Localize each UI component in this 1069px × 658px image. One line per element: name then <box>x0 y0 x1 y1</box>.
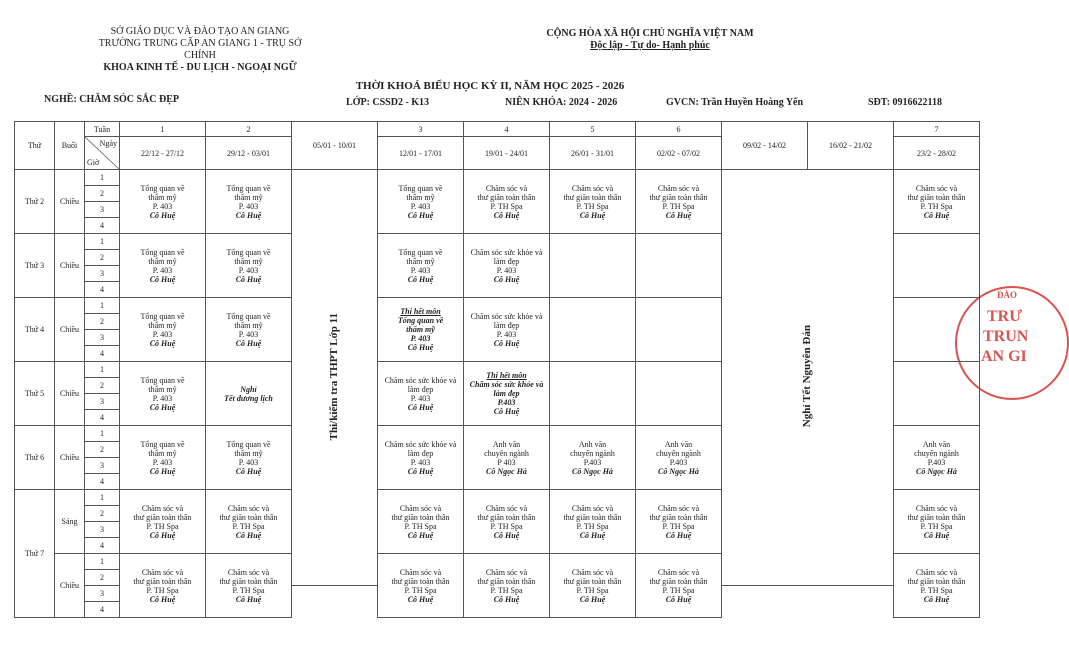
session-chieu: Chiều <box>55 426 85 490</box>
period: 3 <box>85 202 120 218</box>
week-4: 4 <box>464 122 550 137</box>
date-tet-2: 16/02 - 21/02 <box>808 122 894 170</box>
class-cell: Chăm sóc và thư giãn toàn thân P. TH Spa Cô Huệ <box>894 170 980 234</box>
school-stamp: TRƯ TRUN AN GI ĐÀO <box>955 286 1069 400</box>
class-cell: Tổng quan về thẩm mỹ P. 403 Cô Huệ <box>206 234 292 298</box>
th-ngay-gio: Ngày Giờ <box>85 137 120 170</box>
period: 1 <box>85 490 120 506</box>
phone-label: SĐT: 0916622118 <box>868 97 942 108</box>
class-cell: Chăm sóc và thư giãn toàn thân P. TH Spa Cô Huệ <box>120 554 206 618</box>
period: 1 <box>85 170 120 186</box>
major-label: NGHỀ: CHĂM SÓC SẮC ĐẸP <box>44 94 180 105</box>
class-cell: Chăm sóc và thư giãn toàn thân P. TH Spa Cô Huệ <box>206 490 292 554</box>
period: 1 <box>85 298 120 314</box>
period: 4 <box>85 474 120 490</box>
class-cell: Tổng quan về thẩm mỹ P. 403 Cô Huệ <box>120 234 206 298</box>
class-cell: Chăm sóc sức khỏe và làm đẹp P. 403 Cô Huệ <box>464 298 550 362</box>
dept-name: SỞ GIÁO DỤC VÀ ĐÀO TẠO AN GIANG <box>110 26 290 37</box>
holiday-cell: Nghỉ Tết dương lịch <box>206 362 292 426</box>
class-cell: Tổng quan về thẩm mỹ P. 403 Cô Huệ <box>378 170 464 234</box>
exam-cell: Thi hết môn Tổng quan về thẩm mỹ P. 403 Cô Huệ <box>378 298 464 362</box>
class-cell: Tổng quan về thẩm mỹ P. 403 Cô Huệ <box>120 170 206 234</box>
header-right <box>520 28 780 52</box>
page-title: THỜI KHOÁ BIỂU HỌC KỲ II, NĂM HỌC 2025 - 2026 <box>355 80 625 92</box>
period: 2 <box>85 186 120 202</box>
period: 4 <box>85 282 120 298</box>
class-cell: Chăm sóc và thư giãn toàn thân P. TH Spa Cô Huệ <box>550 490 636 554</box>
date-w2: 29/12 - 03/01 <box>206 137 292 170</box>
teacher-label: GVCN: Trần Huyền Hoàng Yến <box>666 97 804 108</box>
period: 3 <box>85 394 120 410</box>
day-thu5: Thứ 5 <box>15 362 55 426</box>
class-cell: Tổng quan về thẩm mỹ P. 403 Cô Huệ <box>206 298 292 362</box>
class-cell: Tổng quan về thẩm mỹ P. 403 Cô Huệ <box>120 426 206 490</box>
class-cell: Chăm sóc và thư giãn toàn thân P. TH Spa Cô Huệ <box>550 554 636 618</box>
class-cell: Tổng quan về thẩm mỹ P. 403 Cô Huệ <box>206 426 292 490</box>
class-cell: Chăm sóc sức khỏe và làm đẹp P. 403 Cô Huệ <box>464 234 550 298</box>
class-cell: Chăm sóc sức khỏe và làm đẹp P. 403 Cô Huệ <box>378 426 464 490</box>
empty-cell <box>894 234 980 298</box>
date-exam-week: 05/01 - 10/01 <box>292 122 378 170</box>
period: 4 <box>85 602 120 618</box>
period: 1 <box>85 426 120 442</box>
timetable <box>14 121 980 618</box>
country-name: CỘNG HÒA XÃ HỘI CHỦ NGHĨA VIỆT NAM <box>546 28 754 39</box>
session-chieu: Chiều <box>55 554 85 618</box>
class-cell: Chăm sóc và thư giãn toàn thân P. TH Spa Cô Huệ <box>636 170 722 234</box>
header-left <box>90 26 310 74</box>
empty-cell <box>636 234 722 298</box>
class-cell: Chăm sóc và thư giãn toàn thân P. TH Spa Cô Huệ <box>464 490 550 554</box>
date-tet-1: 09/02 - 14/02 <box>722 122 808 170</box>
th-buoi: Buổi <box>55 122 85 170</box>
class-cell: Chăm sóc và thư giãn toàn thân P. TH Spa Cô Huệ <box>894 490 980 554</box>
cohort-label: NIÊN KHÓA: 2024 - 2026 <box>505 97 618 108</box>
period: 2 <box>85 570 120 586</box>
class-cell: Chăm sóc và thư giãn toàn thân P. TH Spa Cô Huệ <box>636 490 722 554</box>
faculty-name: KHOA KINH TẾ - DU LỊCH - NGOẠI NGỮ <box>103 62 297 73</box>
class-cell: Chăm sóc và thư giãn toàn thân P. TH Spa Cô Huệ <box>550 170 636 234</box>
session-chieu: Chiều <box>55 170 85 234</box>
class-cell: Tổng quan về thẩm mỹ P. 403 Cô Huệ <box>206 170 292 234</box>
th-thu: Thứ <box>15 122 55 170</box>
period: 4 <box>85 410 120 426</box>
week-6: 6 <box>636 122 722 137</box>
class-cell: Chăm sóc và thư giãn toàn thân P. TH Spa Cô Huệ <box>378 490 464 554</box>
exam-week-column: Thi/kiểm tra THPT Lớp 11 <box>292 170 378 586</box>
class-cell: Anh văn chuyên ngành P 403 Cô Ngọc Hà <box>464 426 550 490</box>
period: 4 <box>85 538 120 554</box>
date-w5: 26/01 - 31/01 <box>550 137 636 170</box>
session-chieu: Chiều <box>55 234 85 298</box>
class-cell: Chăm sóc sức khỏe và làm đẹp P. 403 Cô Huệ <box>378 362 464 426</box>
day-thu6: Thứ 6 <box>15 426 55 490</box>
day-thu2: Thứ 2 <box>15 170 55 234</box>
class-cell: Tổng quan về thẩm mỹ P. 403 Cô Huệ <box>120 298 206 362</box>
class-cell: Chăm sóc và thư giãn toàn thân P. TH Spa Cô Huệ <box>464 170 550 234</box>
empty-cell <box>550 362 636 426</box>
empty-cell <box>550 234 636 298</box>
date-w7: 23/2 - 28/02 <box>894 137 980 170</box>
period: 1 <box>85 234 120 250</box>
class-label: LỚP: CSSD2 - K13 <box>346 97 430 108</box>
period: 3 <box>85 458 120 474</box>
period: 2 <box>85 506 120 522</box>
class-cell: Chăm sóc và thư giãn toàn thân P. TH Spa Cô Huệ <box>464 554 550 618</box>
session-sang: Sáng <box>55 490 85 554</box>
period: 2 <box>85 378 120 394</box>
empty-cell <box>636 362 722 426</box>
class-cell: Chăm sóc và thư giãn toàn thân P. TH Spa Cô Huệ <box>378 554 464 618</box>
week-2: 2 <box>206 122 292 137</box>
day-thu4: Thứ 4 <box>15 298 55 362</box>
th-tuan: Tuần <box>85 122 120 137</box>
session-chieu: Chiều <box>55 362 85 426</box>
class-cell: Chăm sóc và thư giãn toàn thân P. TH Spa Cô Huệ <box>120 490 206 554</box>
date-w4: 19/01 - 24/01 <box>464 137 550 170</box>
date-w1: 22/12 - 27/12 <box>120 137 206 170</box>
week-5: 5 <box>550 122 636 137</box>
period: 3 <box>85 522 120 538</box>
motto: Độc lập - Tự do- Hạnh phúc <box>590 40 710 51</box>
date-w3: 12/01 - 17/01 <box>378 137 464 170</box>
class-cell: Tổng quan về thẩm mỹ P. 403 Cô Huệ <box>120 362 206 426</box>
empty-cell <box>550 298 636 362</box>
class-cell: Anh văn chuyên ngành P.403 Cô Ngọc Hà <box>636 426 722 490</box>
exam-cell: Thi hết môn Chăm sóc sức khỏe và làm đẹp P.403 Cô Huệ <box>464 362 550 426</box>
period: 2 <box>85 250 120 266</box>
day-thu7: Thứ 7 <box>15 490 55 618</box>
period: 2 <box>85 442 120 458</box>
class-cell: Tổng quan về thẩm mỹ P. 403 Cô Huệ <box>378 234 464 298</box>
empty-cell <box>636 298 722 362</box>
period: 3 <box>85 586 120 602</box>
session-chieu: Chiều <box>55 298 85 362</box>
class-cell: Anh văn chuyên ngành P.403 Cô Ngọc Hà <box>550 426 636 490</box>
week-3: 3 <box>378 122 464 137</box>
period: 3 <box>85 330 120 346</box>
class-cell: Chăm sóc và thư giãn toàn thân P. TH Spa Cô Huệ <box>636 554 722 618</box>
period: 4 <box>85 218 120 234</box>
school-name: TRƯỜNG TRUNG CẤP AN GIANG 1 - TRỤ SỞ CHÍNH <box>98 38 302 61</box>
period: 1 <box>85 362 120 378</box>
week-1: 1 <box>120 122 206 137</box>
week-7: 7 <box>894 122 980 137</box>
empty-cell <box>894 298 980 362</box>
period: 4 <box>85 346 120 362</box>
date-w6: 02/02 - 07/02 <box>636 137 722 170</box>
class-cell: Anh văn chuyên ngành P.403 Cô Ngọc Hà <box>894 426 980 490</box>
tet-holiday-column: Nghỉ Tết Nguyên Đán <box>722 170 894 586</box>
class-cell: Chăm sóc và thư giãn toàn thân P. TH Spa Cô Huệ <box>206 554 292 618</box>
empty-cell <box>894 362 980 426</box>
class-cell: Chăm sóc và thư giãn toàn thân P. TH Spa Cô Huệ <box>894 554 980 618</box>
period: 2 <box>85 314 120 330</box>
period: 1 <box>85 554 120 570</box>
day-thu3: Thứ 3 <box>15 234 55 298</box>
period: 3 <box>85 266 120 282</box>
